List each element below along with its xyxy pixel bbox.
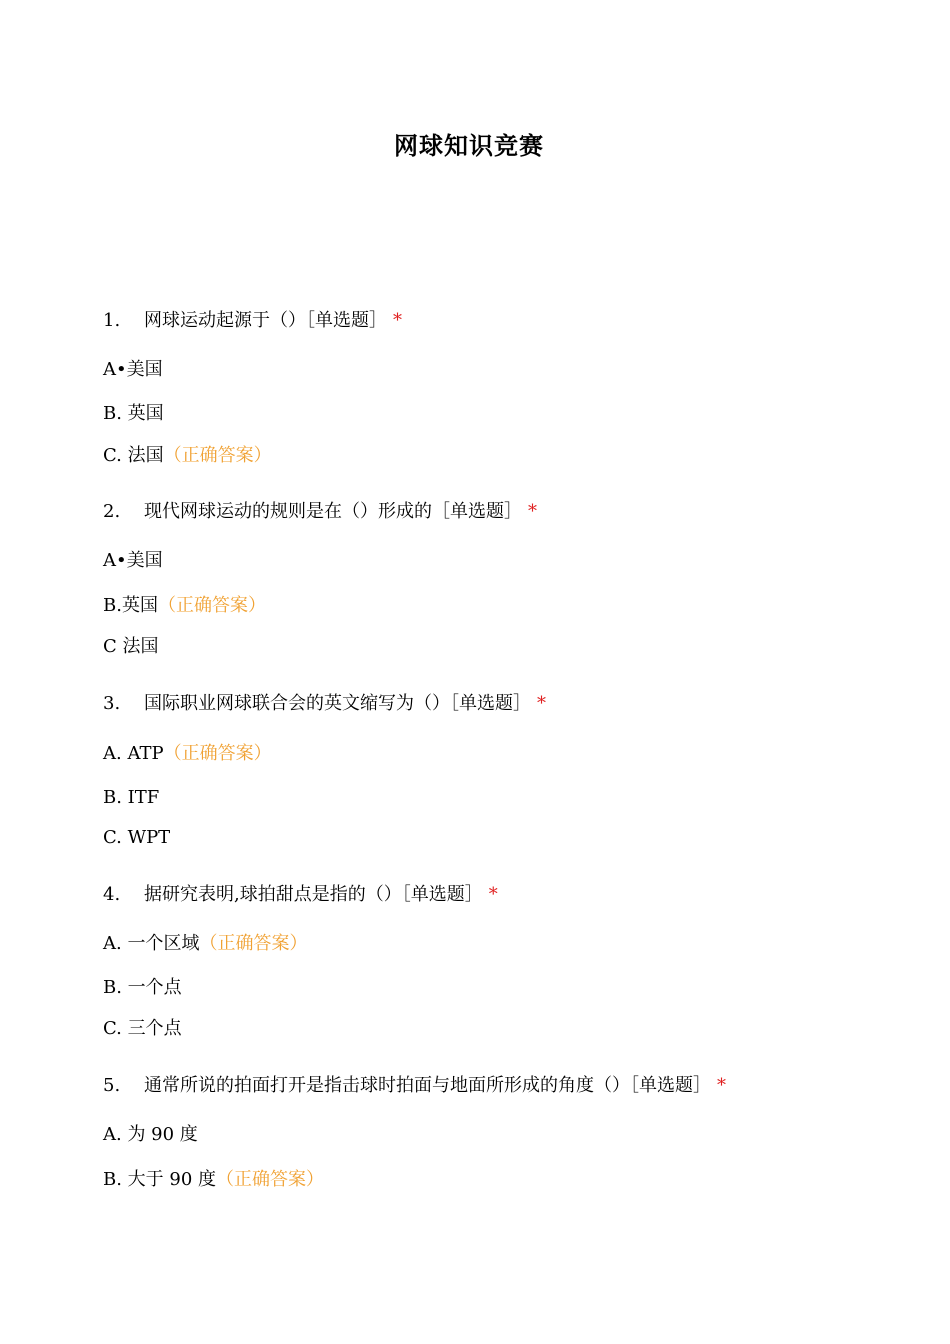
- option-4b[interactable]: [103, 976, 182, 1000]
- correct-answer-tag: （正确答案）: [216, 1169, 325, 1190]
- question-2: [103, 500, 537, 524]
- option-label: B. 一个点: [103, 977, 182, 998]
- option-label: C 法国: [103, 636, 159, 657]
- required-mark: *: [537, 693, 546, 714]
- option-5a[interactable]: [103, 1123, 198, 1147]
- question-number: 2.: [103, 501, 121, 522]
- option-3c[interactable]: [103, 826, 170, 850]
- correct-answer-tag: （正确答案）: [163, 445, 272, 466]
- required-mark: *: [488, 884, 498, 905]
- question-text: 据研究表明,球拍甜点是指的（）［单选题］: [144, 884, 483, 905]
- option-label: B. 大于 90 度: [103, 1169, 217, 1190]
- option-label: A•美国: [103, 359, 163, 380]
- option-label: C. 法国: [103, 445, 164, 466]
- question-4: [103, 883, 498, 907]
- option-label: A. ATP: [103, 743, 164, 764]
- option-1b[interactable]: [103, 402, 164, 426]
- correct-answer-tag: （正确答案）: [163, 743, 272, 764]
- question-3: [103, 692, 546, 716]
- correct-answer-tag: （正确答案）: [157, 595, 266, 616]
- option-5b[interactable]: [103, 1168, 324, 1192]
- option-label: A. 为 90 度: [103, 1124, 198, 1145]
- question-5: [103, 1074, 726, 1098]
- required-mark: *: [528, 501, 537, 522]
- question-text: 网球运动起源于（）［单选题］: [144, 310, 387, 331]
- option-2b[interactable]: [103, 594, 266, 618]
- question-text: 国际职业网球联合会的英文缩写为（）［单选题］: [144, 693, 531, 714]
- option-label: C. 三个点: [103, 1018, 182, 1039]
- required-mark: *: [393, 310, 402, 331]
- option-3a[interactable]: [103, 742, 272, 766]
- option-label: C. WPT: [103, 827, 171, 848]
- option-label: B.英国: [103, 595, 158, 616]
- correct-answer-tag: （正确答案）: [199, 933, 308, 954]
- option-2a[interactable]: [103, 549, 163, 573]
- question-text: 通常所说的拍面打开是指击球时拍面与地面所形成的角度（）［单选题］: [144, 1075, 711, 1096]
- option-4a[interactable]: [103, 932, 307, 956]
- question-number: 1.: [103, 310, 121, 331]
- option-label: A•美国: [103, 550, 163, 571]
- option-2c[interactable]: [103, 635, 159, 659]
- option-label: A. 一个区域: [103, 933, 200, 954]
- question-number: 5.: [103, 1075, 121, 1096]
- required-mark: *: [717, 1075, 726, 1096]
- option-1a[interactable]: [103, 358, 163, 382]
- option-1c[interactable]: [103, 444, 272, 468]
- option-3b[interactable]: [103, 786, 159, 810]
- question-number: 4.: [103, 884, 121, 905]
- option-label: B. 英国: [103, 403, 164, 424]
- document-title: 网球知识竞赛: [394, 132, 544, 160]
- option-4c[interactable]: [103, 1017, 182, 1041]
- option-label: B. ITF: [103, 787, 160, 808]
- question-text: 现代网球运动的规则是在（）形成的［单选题］: [144, 501, 522, 522]
- question-1: [103, 309, 402, 333]
- question-number: 3.: [103, 693, 121, 714]
